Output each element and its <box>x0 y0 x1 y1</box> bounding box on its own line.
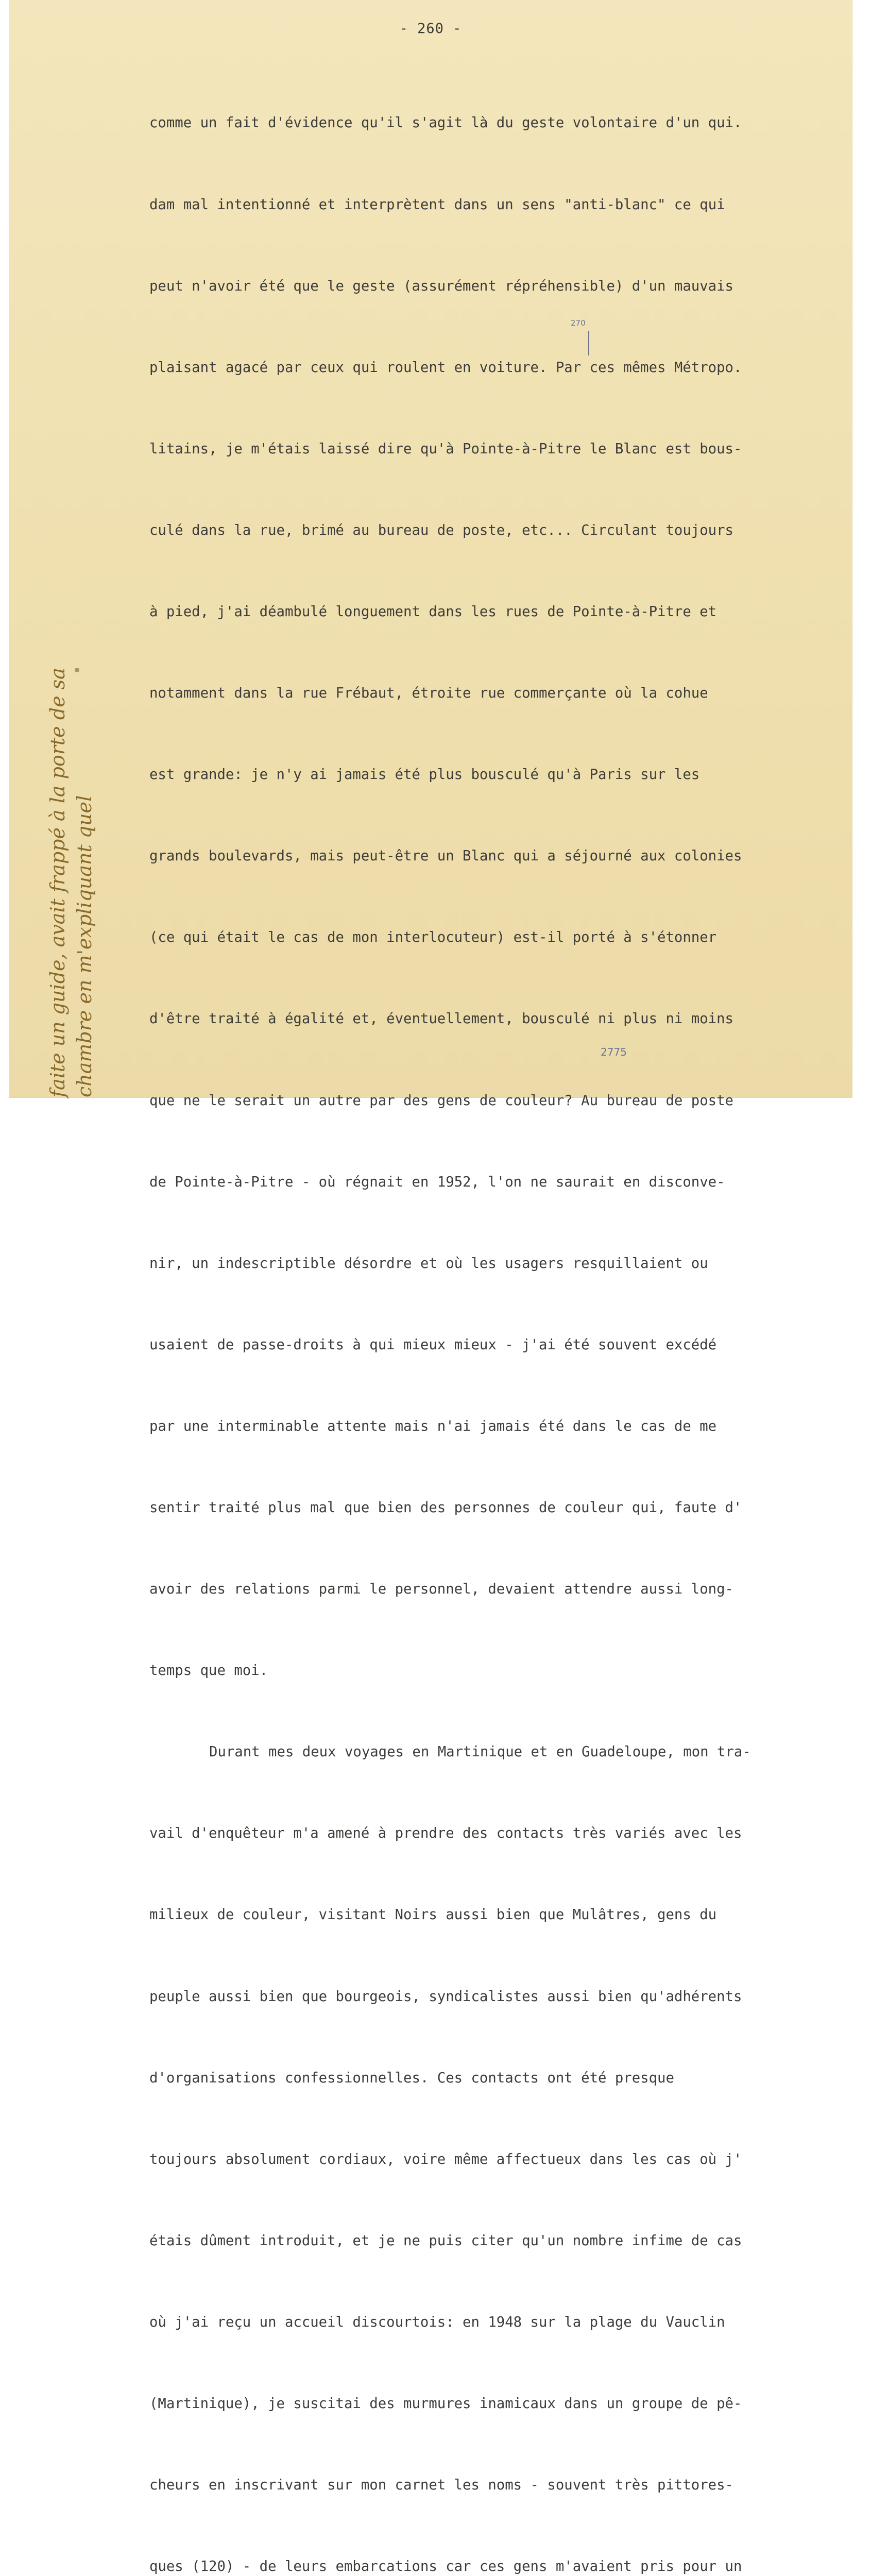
margin-note-line: chambre en m'expliquant quel <box>73 795 96 1097</box>
text-line: litains, je m'étais laissé dire qu'à Pointe-à-Pitre le Blanc est bous- <box>149 440 742 457</box>
text-line: milieux de couleur, visitant Noirs aussi bien que Mulâtres, gens du <box>149 1907 717 1923</box>
text-line: grands boulevards, mais peut-être un Blanc qui a séjourné aux colonies <box>149 848 742 865</box>
text-line: où j'ai reçu un accueil discourtois: en 1948 sur la plage du Vauclin <box>149 2314 725 2330</box>
text-line: d'être traité à égalité et, éventuellement, bousculé ni plus ni moins <box>149 1011 733 1027</box>
text-line: nir, un indescriptible désordre et où les usagers resquillaient ou <box>149 1255 708 1272</box>
text-line: vail d'enquêteur m'a amené à prendre des contacts très variés avec les <box>149 1825 742 1842</box>
text-line: comme un fait d'évidence qu'il s'agit là du geste volontaire d'un qui. <box>149 115 742 131</box>
text-line: culé dans la rue, brimé au bureau de poste, etc... Circulant toujours <box>149 522 733 538</box>
text-line: plaisant agacé par ceux qui roulent en voiture. Par ces mêmes Métropo. <box>149 359 742 376</box>
page-number: - 260 - <box>399 21 462 37</box>
text-line: d'organisations confessionnelles. Ces contacts ont été presque <box>149 2070 674 2086</box>
text-line: avoir des relations parmi le personnel, devaient attendre aussi long- <box>149 1581 733 1598</box>
text-line: usaient de passe-droits à qui mieux mieux - j'ai été souvent excédé <box>149 1336 717 1353</box>
text-line: (Martinique), je suscitai des murmures inamicaux dans un groupe de pê- <box>149 2396 742 2412</box>
pencil-bracket-mark <box>588 331 592 355</box>
text-line: peut n'avoir été que le geste (assurément répréhensible) d'un mauvais <box>149 278 733 294</box>
text-line: est grande: je n'y ai jamais été plus bousculé qu'à Paris sur les <box>149 767 700 783</box>
text-line: étais dûment introduit, et je ne puis citer qu'un nombre infime de cas <box>149 2232 742 2249</box>
text-line: que ne le serait un autre par des gens de couleur? Au bureau de poste <box>149 1092 733 1109</box>
text-line: dam mal intentionné et interprètent dans un sens "anti-blanc" ce qui <box>149 196 725 213</box>
text-line: par une interminable attente mais n'ai jamais été dans le cas de me <box>149 1418 717 1434</box>
text-line: ques (120) - de leurs embarcations car ces gens m'avaient pris pour un <box>149 2558 742 2575</box>
text-line: (ce qui était le cas de mon interlocuteur) est-il porté à s'étonner <box>149 929 717 946</box>
text-line: cheurs en inscrivant sur mon carnet les noms - souvent très pittores- <box>149 2477 733 2494</box>
handwritten-margin-note <box>44 665 98 1097</box>
text-line: de Pointe-à-Pitre - où régnait en 1952, l'on ne saurait en disconve- <box>149 1174 725 1190</box>
margin-note-line: faite un guide, avait frappé à la porte de sa <box>46 668 69 1097</box>
pencil-annotation: 270 <box>571 318 586 328</box>
text-line: temps que moi. <box>149 1663 268 1679</box>
typewritten-body <box>149 56 860 2576</box>
text-line: à pied, j'ai déambulé longuement dans les rues de Pointe-à-Pitre et <box>149 603 717 620</box>
text-line: notamment dans la rue Frébaut, étroite rue commerçante où la cohue <box>149 685 708 702</box>
document-page <box>9 0 852 2575</box>
text-line: peuple aussi bien que bourgeois, syndicalistes aussi bien qu'adhérents <box>149 1988 742 2005</box>
text-line: sentir traité plus mal que bien des personnes de couleur qui, faute d' <box>149 1500 742 1516</box>
pencil-annotation: 2775 <box>601 1046 627 1058</box>
text-line: toujours absolument cordiaux, voire même affectueux dans les cas où j' <box>149 2151 742 2167</box>
paragraph-start-line: Durant mes deux voyages en Martinique et en Guadeloupe, mon tra- <box>209 1744 751 1760</box>
